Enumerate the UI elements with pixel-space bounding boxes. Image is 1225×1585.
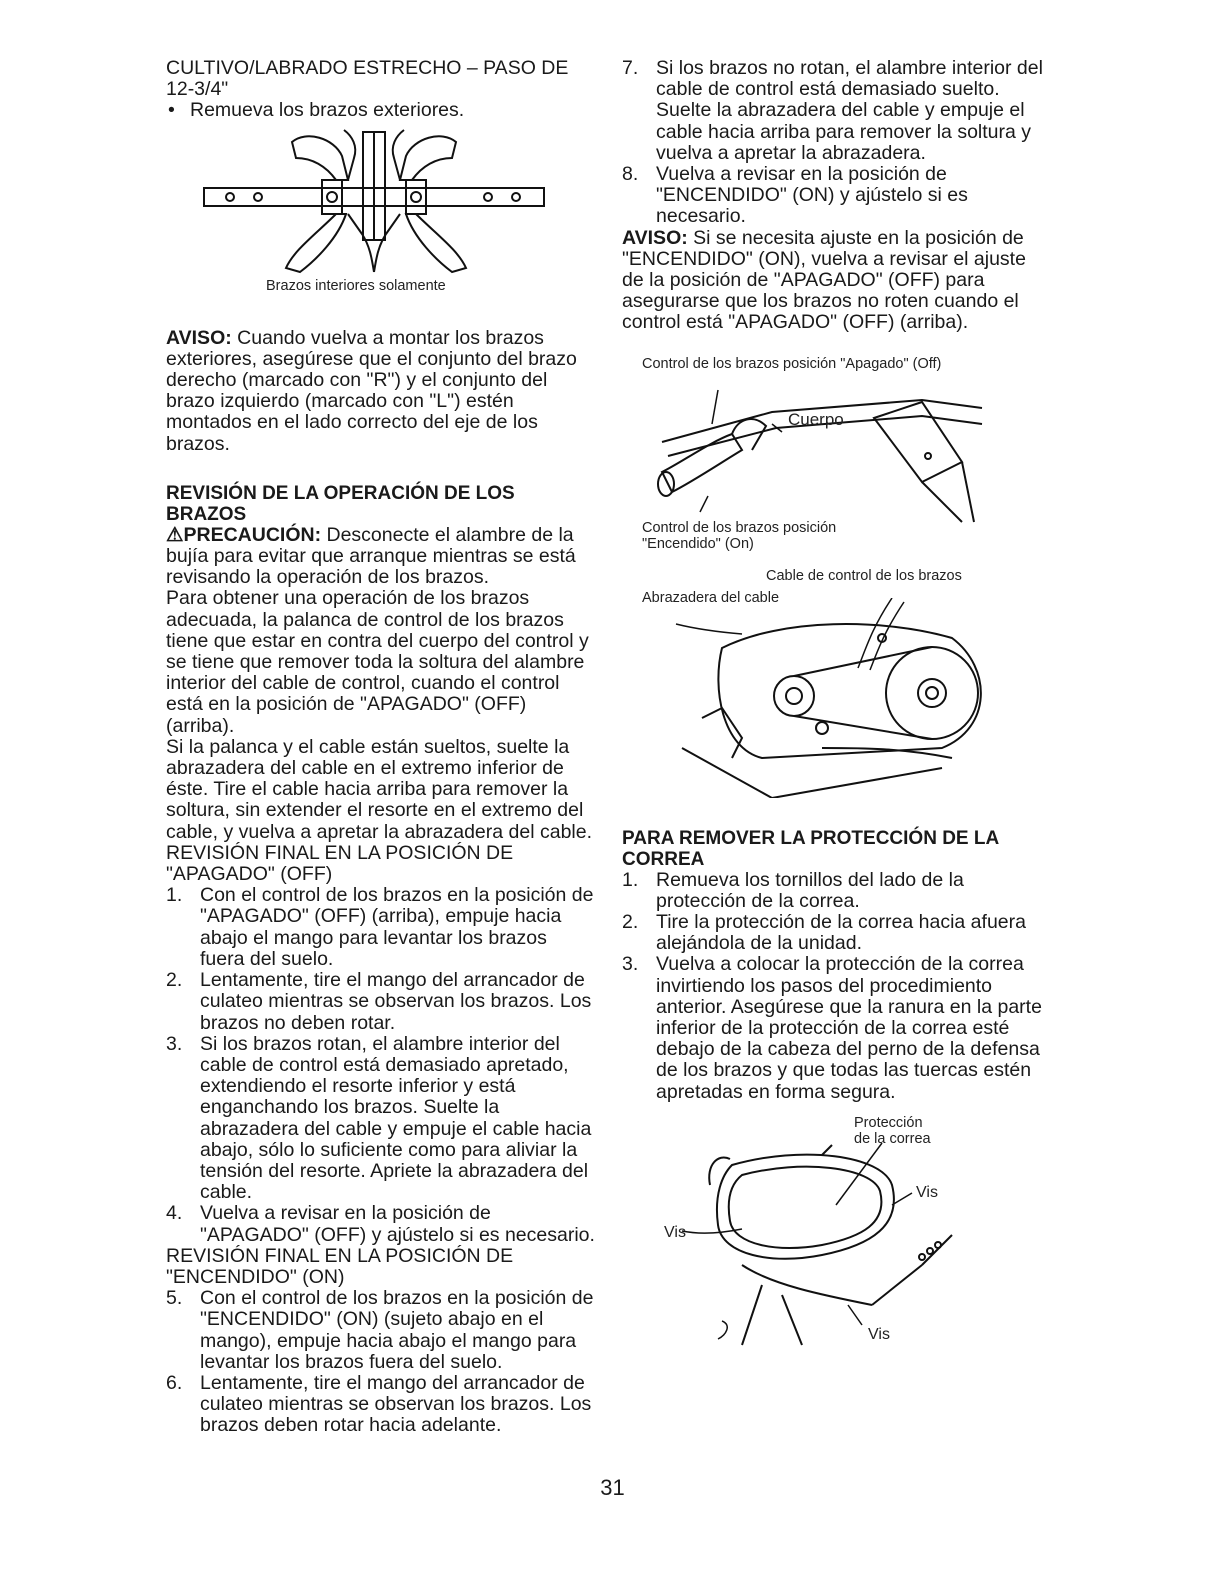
label-cable-clamp: Abrazadera del cable (642, 589, 780, 606)
cable-pulley-illustration (622, 598, 1052, 798)
paragraph-loose-cable: Si la palanca y el cable están sueltos, suelte la abrazadera del cable en el extremo inferior de éste. Tire el cable hacia arriba para remover la soltura, sin extender el resorte en el extremo del cable, y vuelva a apretar la abrazadera del cable. (166, 735, 593, 843)
heading-tine-operation-check: REVISIÓN DE LA OPERACIÓN DE LOS BRAZOS (166, 482, 515, 525)
list-item: 2. Tire la protección de la correa hacia afuera alejándola de la unidad. (622, 911, 1026, 955)
right-column (622, 58, 1052, 1355)
bullet-icon: • (168, 99, 175, 122)
list-item: 5. Con el control de los brazos en la posición de "ENCENDIDO" (ON) (sujeto abajo en el mango), empuje hacia abajo el mango para levantar los brazos fuera del suelo. (166, 1287, 594, 1373)
list-item: 7. Si los brazos no rotan, el alambre interior del cable de control está demasiado suelto. Suelte la abrazadera del cable y empuje el cable hacia arriba para remover la soltura y vuelva a apretar la abrazadera. (622, 57, 1043, 164)
tines-illustration (166, 122, 596, 282)
list-item: 6. Lentamente, tire el mango del arrancador de culateo mientras se observan los brazos. Los brazos deben rotar hacia adelante. (166, 1371, 592, 1437)
warning-triangle-icon: ⚠ (166, 523, 184, 546)
list-item: 4. Vuelva a revisar en la posición de "APAGADO" (OFF) y ajústelo si es necesario. (166, 1202, 595, 1246)
list-on-checks-continued (622, 58, 1052, 228)
subheading-final-check-on: REVISIÓN FINAL EN LA POSICIÓN DE "ENCENDIDO" (ON) (166, 1244, 514, 1288)
figure-tine-control-lever (622, 356, 1052, 558)
list-belt-guard-steps (622, 870, 1052, 1103)
notice-reassemble-tines: AVISO: Cuando vuelva a montar los brazos exteriores, asegúrese que el conjunto del brazo derecho (marcado con "R") y el conjunto del brazo izquierdo (marcado con "L") estén montados en el lado correcto del eje de los brazos. (166, 326, 577, 455)
list-item: 1. Con el control de los brazos en la posición de "APAGADO" (OFF) (arriba), empuje hacia abajo el mango para levantar los brazos fuera del suelo. (166, 884, 594, 970)
subheading-final-check-off: REVISIÓN FINAL EN LA POSICIÓN DE "APAGADO" (OFF) (166, 841, 514, 886)
section-title-narrow-tilling: CULTIVO/LABRADO ESTRECHO – PASO DE 12-3/4" (166, 57, 569, 101)
label-control-off: Control de los brazos posición "Apagado" (Off) (642, 355, 942, 372)
label-control-body: Cuerpo (788, 409, 844, 429)
paragraph-proper-operation: Para obtener una operación de los brazos adecuada, la palanca de control de los brazos tiene que estar en contra del cuerpo del control y se tiene que remover toda la soltura del alambre interior del cable de control, cuando el control está en la posición de "APAGADO" (OFF) (arriba). (166, 587, 589, 737)
label-control-cable: Cable de control de los brazos (766, 567, 962, 584)
figure-control-cable (622, 568, 1052, 800)
label-screw-bottom: Vis (868, 1325, 890, 1343)
figure-inner-tines (166, 122, 596, 300)
label-screw-left: Vis (664, 1223, 686, 1241)
label-belt-guard: Protección de la correa (854, 1114, 931, 1147)
list-item: 3. Si los brazos rotan, el alambre interior del cable de control está demasiado apretado, extendiendo el resorte inferior y está enganchando los brazos. Suelte la abrazadera del cable y empuje el cable hacia abajo, sólo lo suficiente como para aliviar la tensión del resorte. Apriete la abrazadera del cable. (166, 1032, 592, 1204)
bullet-remove-outer-tines: • Remueva los brazos exteriores. (168, 99, 465, 122)
control-lever-illustration (622, 372, 1052, 542)
page-number: 31 (600, 1475, 625, 1500)
left-column (166, 58, 596, 1437)
notice-recheck-off: AVISO: Si se necesita ajuste en la posición de "ENCENDIDO" (ON), vuelva a revisar el ajuste de la posición de "APAGADO" (OFF) para asegurarse que los brazos no roten cuando el control está "APAGADO" (OFF) (arriba). (622, 226, 1026, 334)
list-off-checks (166, 885, 596, 1245)
list-item: 1. Remueva los tornillos del lado de la protección de la correa. (622, 868, 964, 912)
figure-belt-guard (622, 1115, 1052, 1355)
list-on-checks (166, 1288, 596, 1436)
caution-disconnect-spark-plug: ⚠PRECAUCIÓN: Desconecte el alambre de la bujía para evitar que arranque mientras se está revisando la operación de los brazos. (166, 523, 576, 589)
figure-caption-inner-tines: Brazos interiores solamente (266, 277, 446, 294)
belt-guard-illustration (622, 1135, 1052, 1355)
list-item: 2. Lentamente, tire el mango del arrancador de culateo mientras se observan los brazos. Los brazos no deben rotar. (166, 969, 592, 1034)
list-item: 3. Vuelva a colocar la protección de la correa invirtiendo los pasos del procedimiento anterior. Asegúrese que la ranura en la parte inferior de la protección de la correa esté debajo de la cabeza del perno de la defensa de los brazos y que todas las tuercas estén apretadas en forma segura. (622, 953, 1042, 1103)
list-item: 8. Vuelva a revisar en la posición de "ENCENDIDO" (ON) y ajústelo si es necesario. (622, 163, 968, 228)
heading-remove-belt-guard: PARA REMOVER LA PROTECCIÓN DE LA CORREA (622, 827, 999, 870)
label-control-on: Control de los brazos posición "Encendido" (On) (642, 519, 837, 552)
label-screw-right: Vis (916, 1183, 938, 1201)
